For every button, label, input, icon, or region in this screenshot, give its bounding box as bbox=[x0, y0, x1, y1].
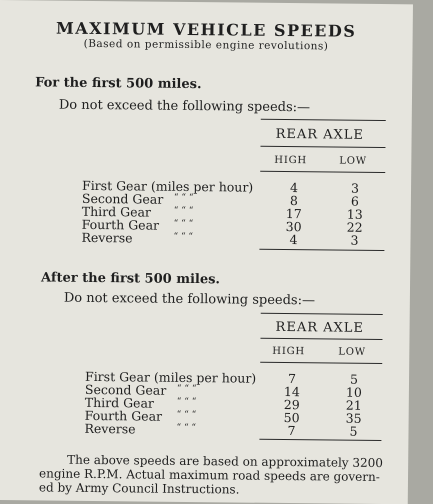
high-value: 7 bbox=[287, 423, 296, 439]
ditto-marks: “ “ “ bbox=[176, 383, 197, 395]
high-value: 29 bbox=[283, 396, 300, 413]
ditto-marks: “ “ “ bbox=[173, 205, 194, 217]
table-rule bbox=[260, 362, 382, 364]
gear-label: Reverse bbox=[81, 229, 133, 246]
column-header-low: LOW bbox=[339, 155, 367, 167]
low-value: 3 bbox=[350, 232, 359, 248]
high-value: 8 bbox=[289, 193, 298, 209]
low-value: 6 bbox=[350, 193, 359, 209]
footnote-line: engine R.P.M. Actual maximum road speeds are govern- bbox=[38, 466, 380, 485]
high-value: 14 bbox=[283, 383, 300, 400]
footnote-line: The above speeds are based on approximately 3200 bbox=[67, 452, 384, 471]
gear-label: Second Gear bbox=[81, 190, 164, 207]
ditto-marks: “ “ “ bbox=[173, 192, 194, 204]
gear-label: Second Gear bbox=[84, 381, 167, 398]
high-value: 17 bbox=[285, 206, 302, 222]
table-rule bbox=[259, 439, 381, 441]
table-rule bbox=[260, 171, 385, 173]
high-value: 7 bbox=[287, 371, 297, 387]
ditto-marks: “ “ “ bbox=[173, 231, 194, 243]
column-header-high: HIGH bbox=[274, 154, 307, 167]
table-rule bbox=[260, 146, 385, 148]
high-value: 50 bbox=[283, 409, 300, 426]
page-title: MAXIMUM VEHICLE SPEEDS bbox=[55, 18, 357, 41]
column-header-low: LOW bbox=[338, 346, 366, 358]
low-value: 13 bbox=[346, 206, 363, 222]
table-rule bbox=[261, 119, 386, 121]
rear-axle-header: REAR AXLE bbox=[275, 126, 365, 143]
gear-label: Third Gear bbox=[84, 394, 155, 411]
page-subtitle: (Based on permissible engine revolutions) bbox=[83, 37, 329, 53]
low-value: 22 bbox=[346, 219, 363, 235]
low-value: 5 bbox=[349, 371, 359, 387]
gear-label: Fourth Gear bbox=[81, 216, 160, 233]
gear-label: Fourth Gear bbox=[84, 407, 163, 424]
high-value: 4 bbox=[289, 232, 298, 248]
gear-label: Reverse bbox=[84, 420, 136, 437]
gear-label: First Gear (miles per hour) bbox=[81, 177, 254, 195]
footnote-line: ed by Army Council Instructions. bbox=[38, 480, 240, 497]
gear-label: First Gear (miles per hour) bbox=[84, 368, 257, 386]
section-heading-first-500: For the first 500 miles. bbox=[35, 75, 202, 93]
table-rule bbox=[260, 338, 382, 340]
section-heading-after-500: After the first 500 miles. bbox=[41, 270, 221, 288]
table-rule bbox=[259, 249, 384, 251]
rear-axle-header: REAR AXLE bbox=[275, 319, 365, 336]
ditto-marks: “ “ “ bbox=[176, 422, 197, 434]
table-rule bbox=[261, 313, 383, 315]
column-header-high: HIGH bbox=[272, 345, 305, 358]
section-instruction-first-500: Do not exceed the following speeds:— bbox=[58, 97, 311, 116]
low-value: 35 bbox=[345, 410, 362, 426]
gear-label: Third Gear bbox=[81, 203, 152, 220]
ditto-marks: “ “ “ bbox=[176, 409, 197, 421]
low-value: 3 bbox=[350, 180, 360, 196]
high-value: 30 bbox=[285, 219, 302, 235]
low-value: 10 bbox=[345, 384, 362, 400]
low-value: 21 bbox=[345, 397, 362, 413]
ditto-marks: “ “ “ bbox=[176, 396, 197, 408]
ditto-marks: “ “ “ bbox=[173, 218, 194, 230]
high-value: 4 bbox=[289, 180, 299, 196]
section-instruction-after-500: Do not exceed the following speeds:— bbox=[63, 290, 316, 309]
low-value: 5 bbox=[349, 423, 358, 439]
